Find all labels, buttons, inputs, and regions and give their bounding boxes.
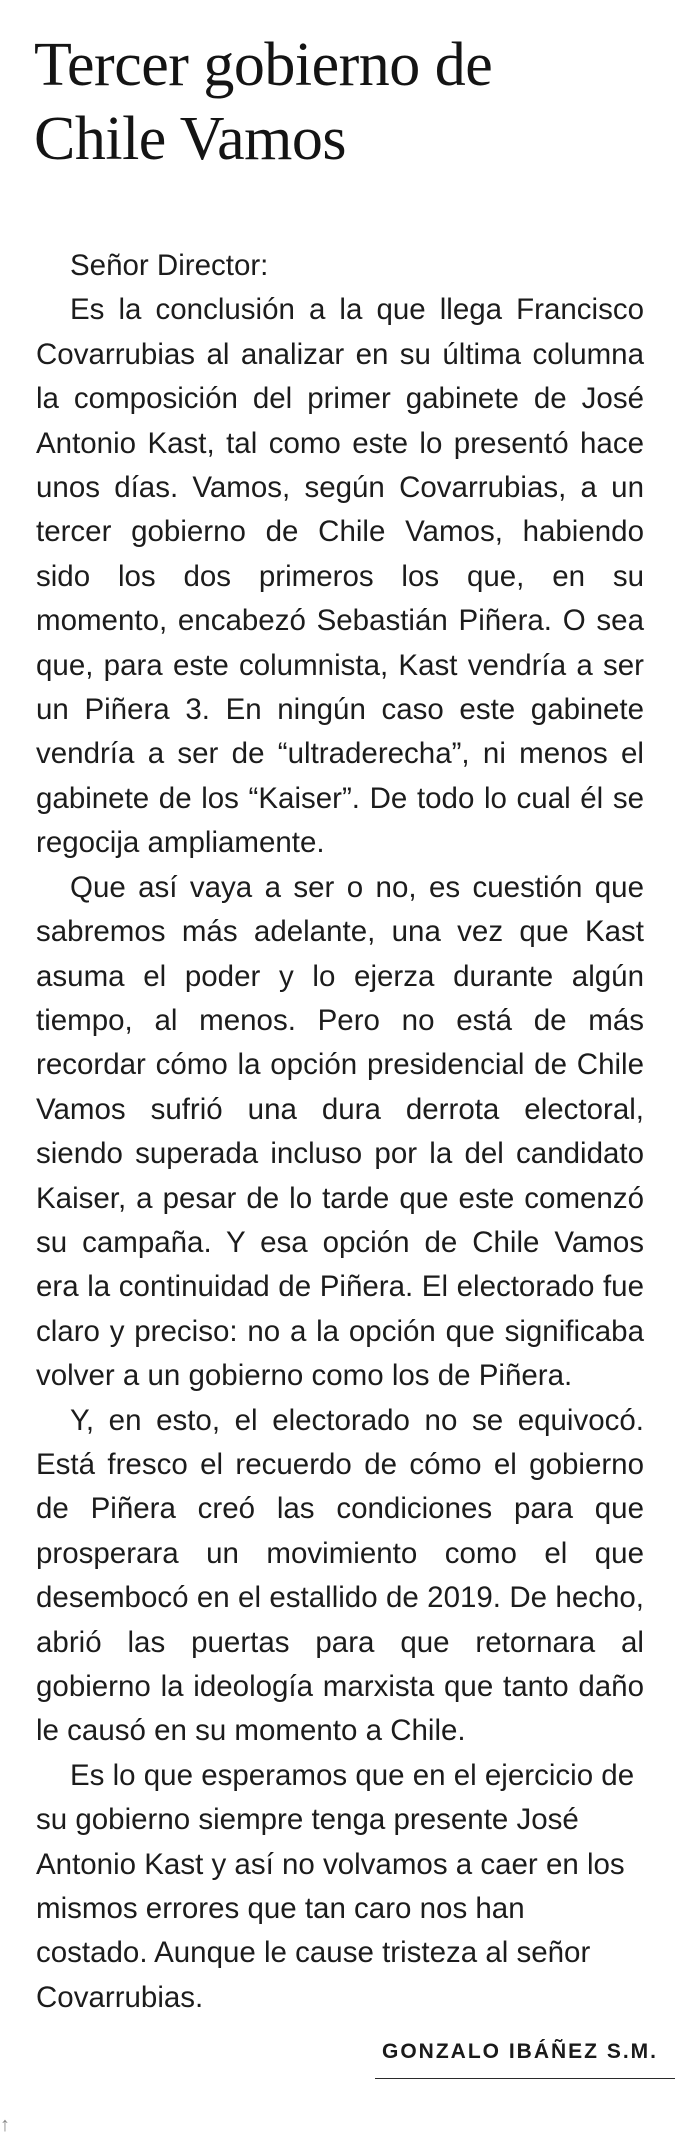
signature-divider bbox=[375, 2078, 675, 2079]
letter-body bbox=[36, 244, 644, 2020]
title-line-2: Chile Vamos bbox=[34, 105, 346, 173]
title-line-1: Tercer gobierno de bbox=[34, 31, 493, 99]
paragraph-2: Que así vaya a ser o no, es cuestión que sabremos más adelante, una vez que Kast asuma el poder y lo ejerza durante algún tiempo, al menos. Pero no está de más recordar cómo la opción presidencial de Chile Vamos sufrió una dura derrota electoral, siendo superada incluso por la del candidato Kaiser, a pesar de lo tarde que este comenzó su campaña. Y esa opción de Chile Vamos era la continuidad de Piñera. El electorado fue claro y preciso: no a la opción que significaba volver a un gobierno como los de Piñera. bbox=[36, 870, 644, 1393]
paragraph-4: Es lo que esperamos que en el ejercicio de su gobierno siempre tenga presente José Antonio Kast y así no volvamos a caer en los mismos errores que tan caro nos han costado. Aunque le cause tristeza al señor Covarrubias. bbox=[36, 1758, 635, 2014]
paragraph-3: Y, en esto, el electorado no se equivocó. Está fresco el recuerdo de cómo el gobierno de Piñera creó las condiciones para que prosperara un movimiento como el que desembocó en el estallido de 2019. De hecho, abrió las puertas para que retornara al gobierno la ideología marxista que tanto daño le causó en su momento a Chile. bbox=[36, 1403, 644, 1748]
author-signature: GONZALO IBÁÑEZ S.M. bbox=[382, 2040, 658, 2063]
paragraph-1: Es la conclusión a la que llega Francisco Covarrubias al analizar en su última columna la composición del primer gabinete de José Antonio Kast, tal como este lo presentó hace unos días. Vamos, según Covarrubias, a un tercer gobierno de Chile Vamos, habiendo sido los dos primeros los que, en su momento, encabezó Sebastián Piñera. O sea que, para este columnista, Kast vendría a ser un Piñera 3. En ningún caso este gabinete vendría a ser de “ultraderecha”, ni menos el gabinete de los “Kaiser”. De todo lo cual él se regocija ampliamente. bbox=[36, 293, 644, 860]
clipped-glyph-fragment: ↑ bbox=[0, 2118, 10, 2132]
letter-title bbox=[34, 28, 654, 176]
salutation: Señor Director: bbox=[70, 249, 269, 282]
